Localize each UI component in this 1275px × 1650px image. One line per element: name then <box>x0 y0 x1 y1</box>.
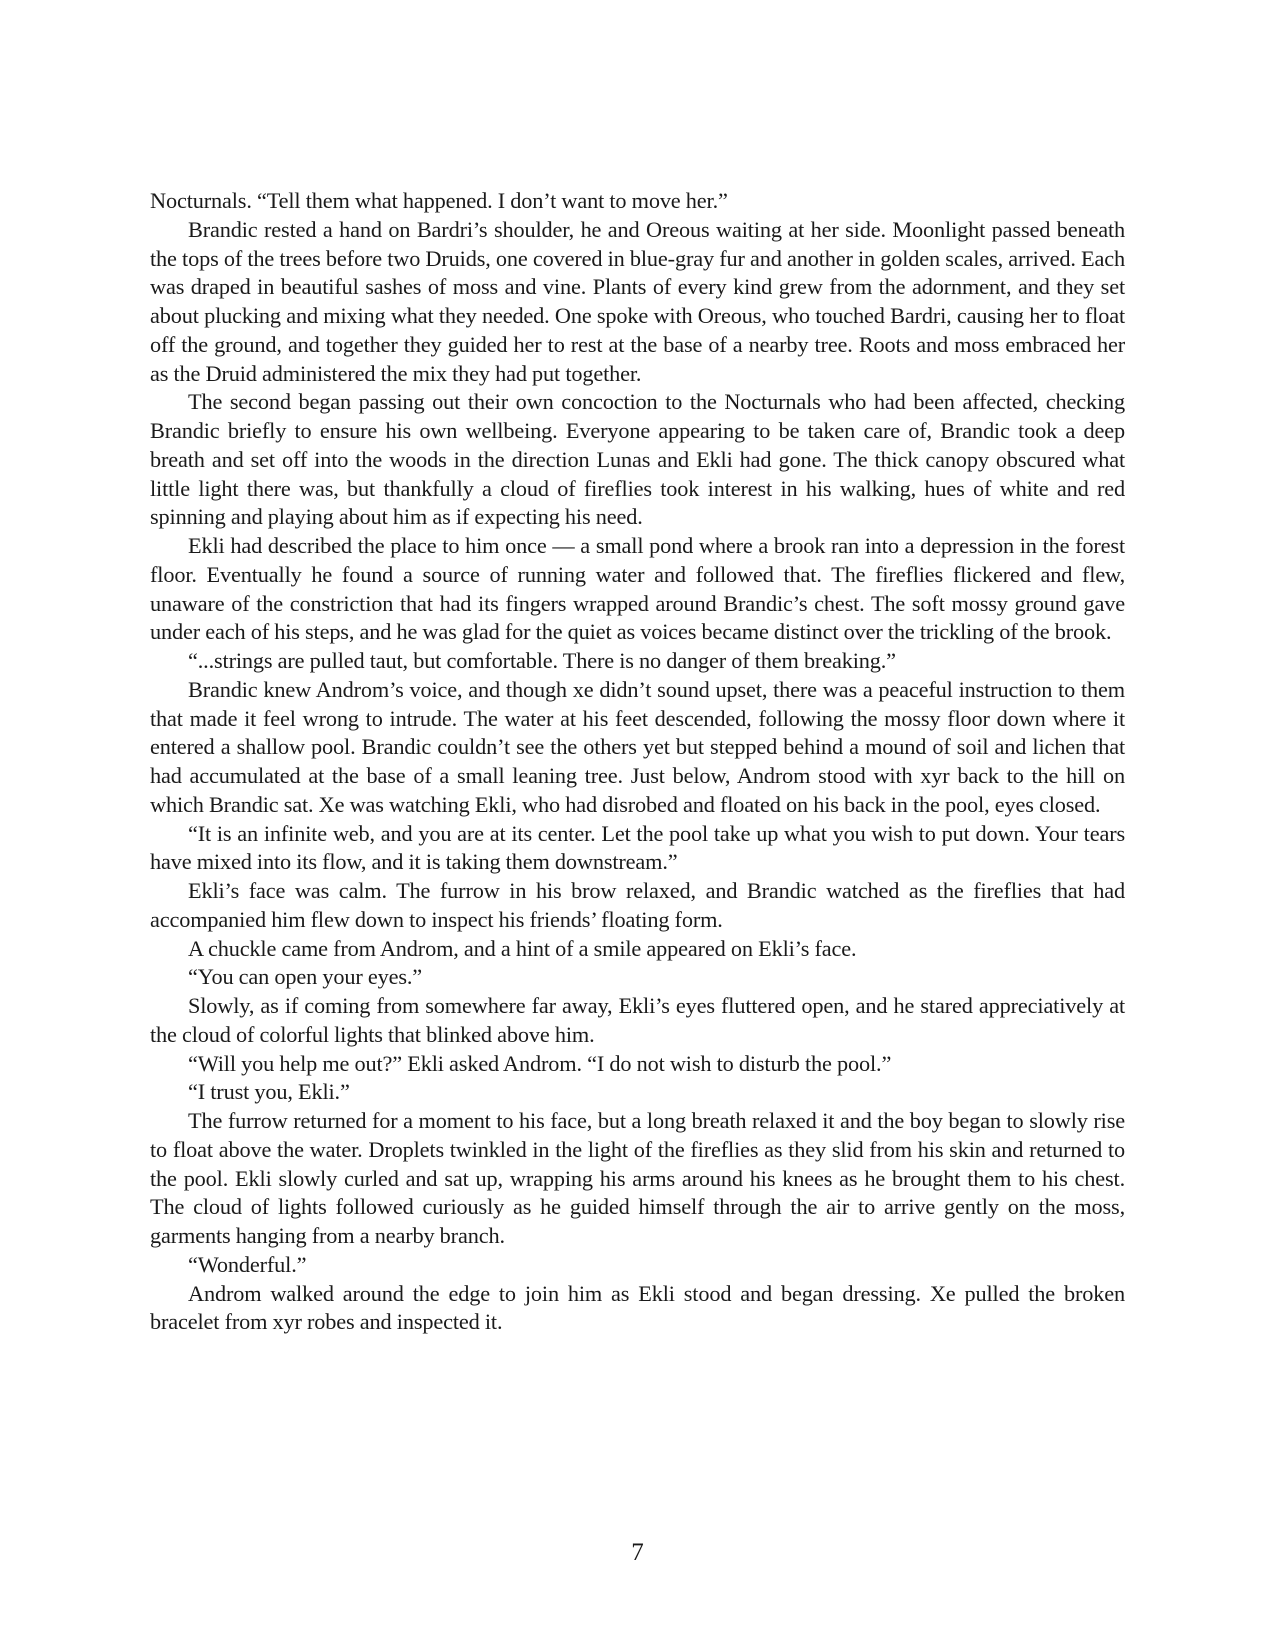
paragraph: Androm walked around the edge to join him as Ekli stood and began dressing. Xe pulled the broken bracelet from xyr robes and inspected it. <box>150 1280 1125 1335</box>
paragraph: “You can open your eyes.” <box>188 964 423 990</box>
paragraph: Slowly, as if coming from somewhere far away, Ekli’s eyes fluttered open, and he stared appreciatively at the cloud of colorful lights that blinked above him. <box>150 993 1125 1047</box>
paragraph: “Wonderful.” <box>188 1251 307 1277</box>
paragraph: A chuckle came from Androm, and a hint of a smile appeared on Ekli’s face. <box>188 935 857 961</box>
paragraph: Brandic rested a hand on Bardri’s shoulder, he and Oreous waiting at her side. Moonlight passed beneath the tops of the trees before two Druids, one covered in blue-gray fur and another in golden scales, arrived. Each was draped in beautiful sashes of moss and vine. Plants of every kind grew from the adornment, and they set about plucking and mixing what they needed. One spoke with Oreous, who touched Bardri, causing her to float off the ground, and together they guided her to rest at the base of a nearby tree. Roots and moss embraced her as the Druid administered the mix they had put together. <box>150 216 1125 386</box>
paragraph: Ekli’s face was calm. The furrow in his brow relaxed, and Brandic watched as the fireflies that had accompanied him flew down to inspect his friends’ floating form. <box>150 878 1125 932</box>
paragraph: “...strings are pulled taut, but comfortable. There is no danger of them breaking.” <box>188 648 896 673</box>
paragraph: Brandic knew Androm’s voice, and though xe didn’t sound upset, there was a peaceful instruction to them that made it feel wrong to intrude. The water at his feet descended, following the mossy floor down where it entered a shallow pool. Brandic couldn’t see the others yet but stepped behind a mound of soil and lichen that had accumulated at the base of a small leaning tree. Just below, Androm stood with xyr back to the hill on which Brandic sat. Xe was watching Ekli, who had disrobed and floated on his back in the pool, eyes closed. <box>150 676 1125 817</box>
page-number: 7 <box>631 1539 644 1566</box>
paragraph: “Will you help me out?” Ekli asked Androm. “I do not wish to disturb the pool.” <box>188 1050 892 1076</box>
paragraph: The furrow returned for a moment to his face, but a long breath relaxed it and the boy began to slowly rise to float above the water. Droplets twinkled in the light of the fireflies as they slid from his skin and returned to the pool. Ekli slowly curled and sat up, wrapping his arms around his knees as he brought them to his chest. The cloud of lights followed curiously as he guided himself through the air to arrive gently on the moss, garments hanging from a nearby branch. <box>150 1108 1125 1248</box>
paragraph: The second began passing out their own concoction to the Nocturnals who had been affected, checking Brandic briefly to ensure his own wellbeing. Everyone appearing to be taken care of, Brandic took a deep breath and set off into the woods in the direction Lunas and Ekli had gone. The thick canopy obscured what little light there was, but thankfully a cloud of fireflies took interest in his walking, hues of white and red spinning and playing about him as if expecting his need. <box>150 389 1125 530</box>
paragraph: Nocturnals. “Tell them what happened. I don’t want to move her.” <box>150 188 728 213</box>
body-text <box>150 187 1125 1337</box>
paragraph: Ekli had described the place to him once — a small pond where a brook ran into a depression in the forest floor. Eventually he found a source of running water and followed that. The fireflies flickered and flew, unaware of the constriction that had its fingers wrapped around Brandic’s chest. The soft mossy ground gave under each of his steps, and he was glad for the quiet as voices became distinct over the trickling of the brook. <box>150 533 1125 645</box>
paragraph: “It is an infinite web, and you are at its center. Let the pool take up what you wish to put down. Your tears have mixed into its flow, and it is taking them downstream.” <box>150 820 1125 875</box>
paragraph: “I trust you, Ekli.” <box>188 1079 350 1105</box>
